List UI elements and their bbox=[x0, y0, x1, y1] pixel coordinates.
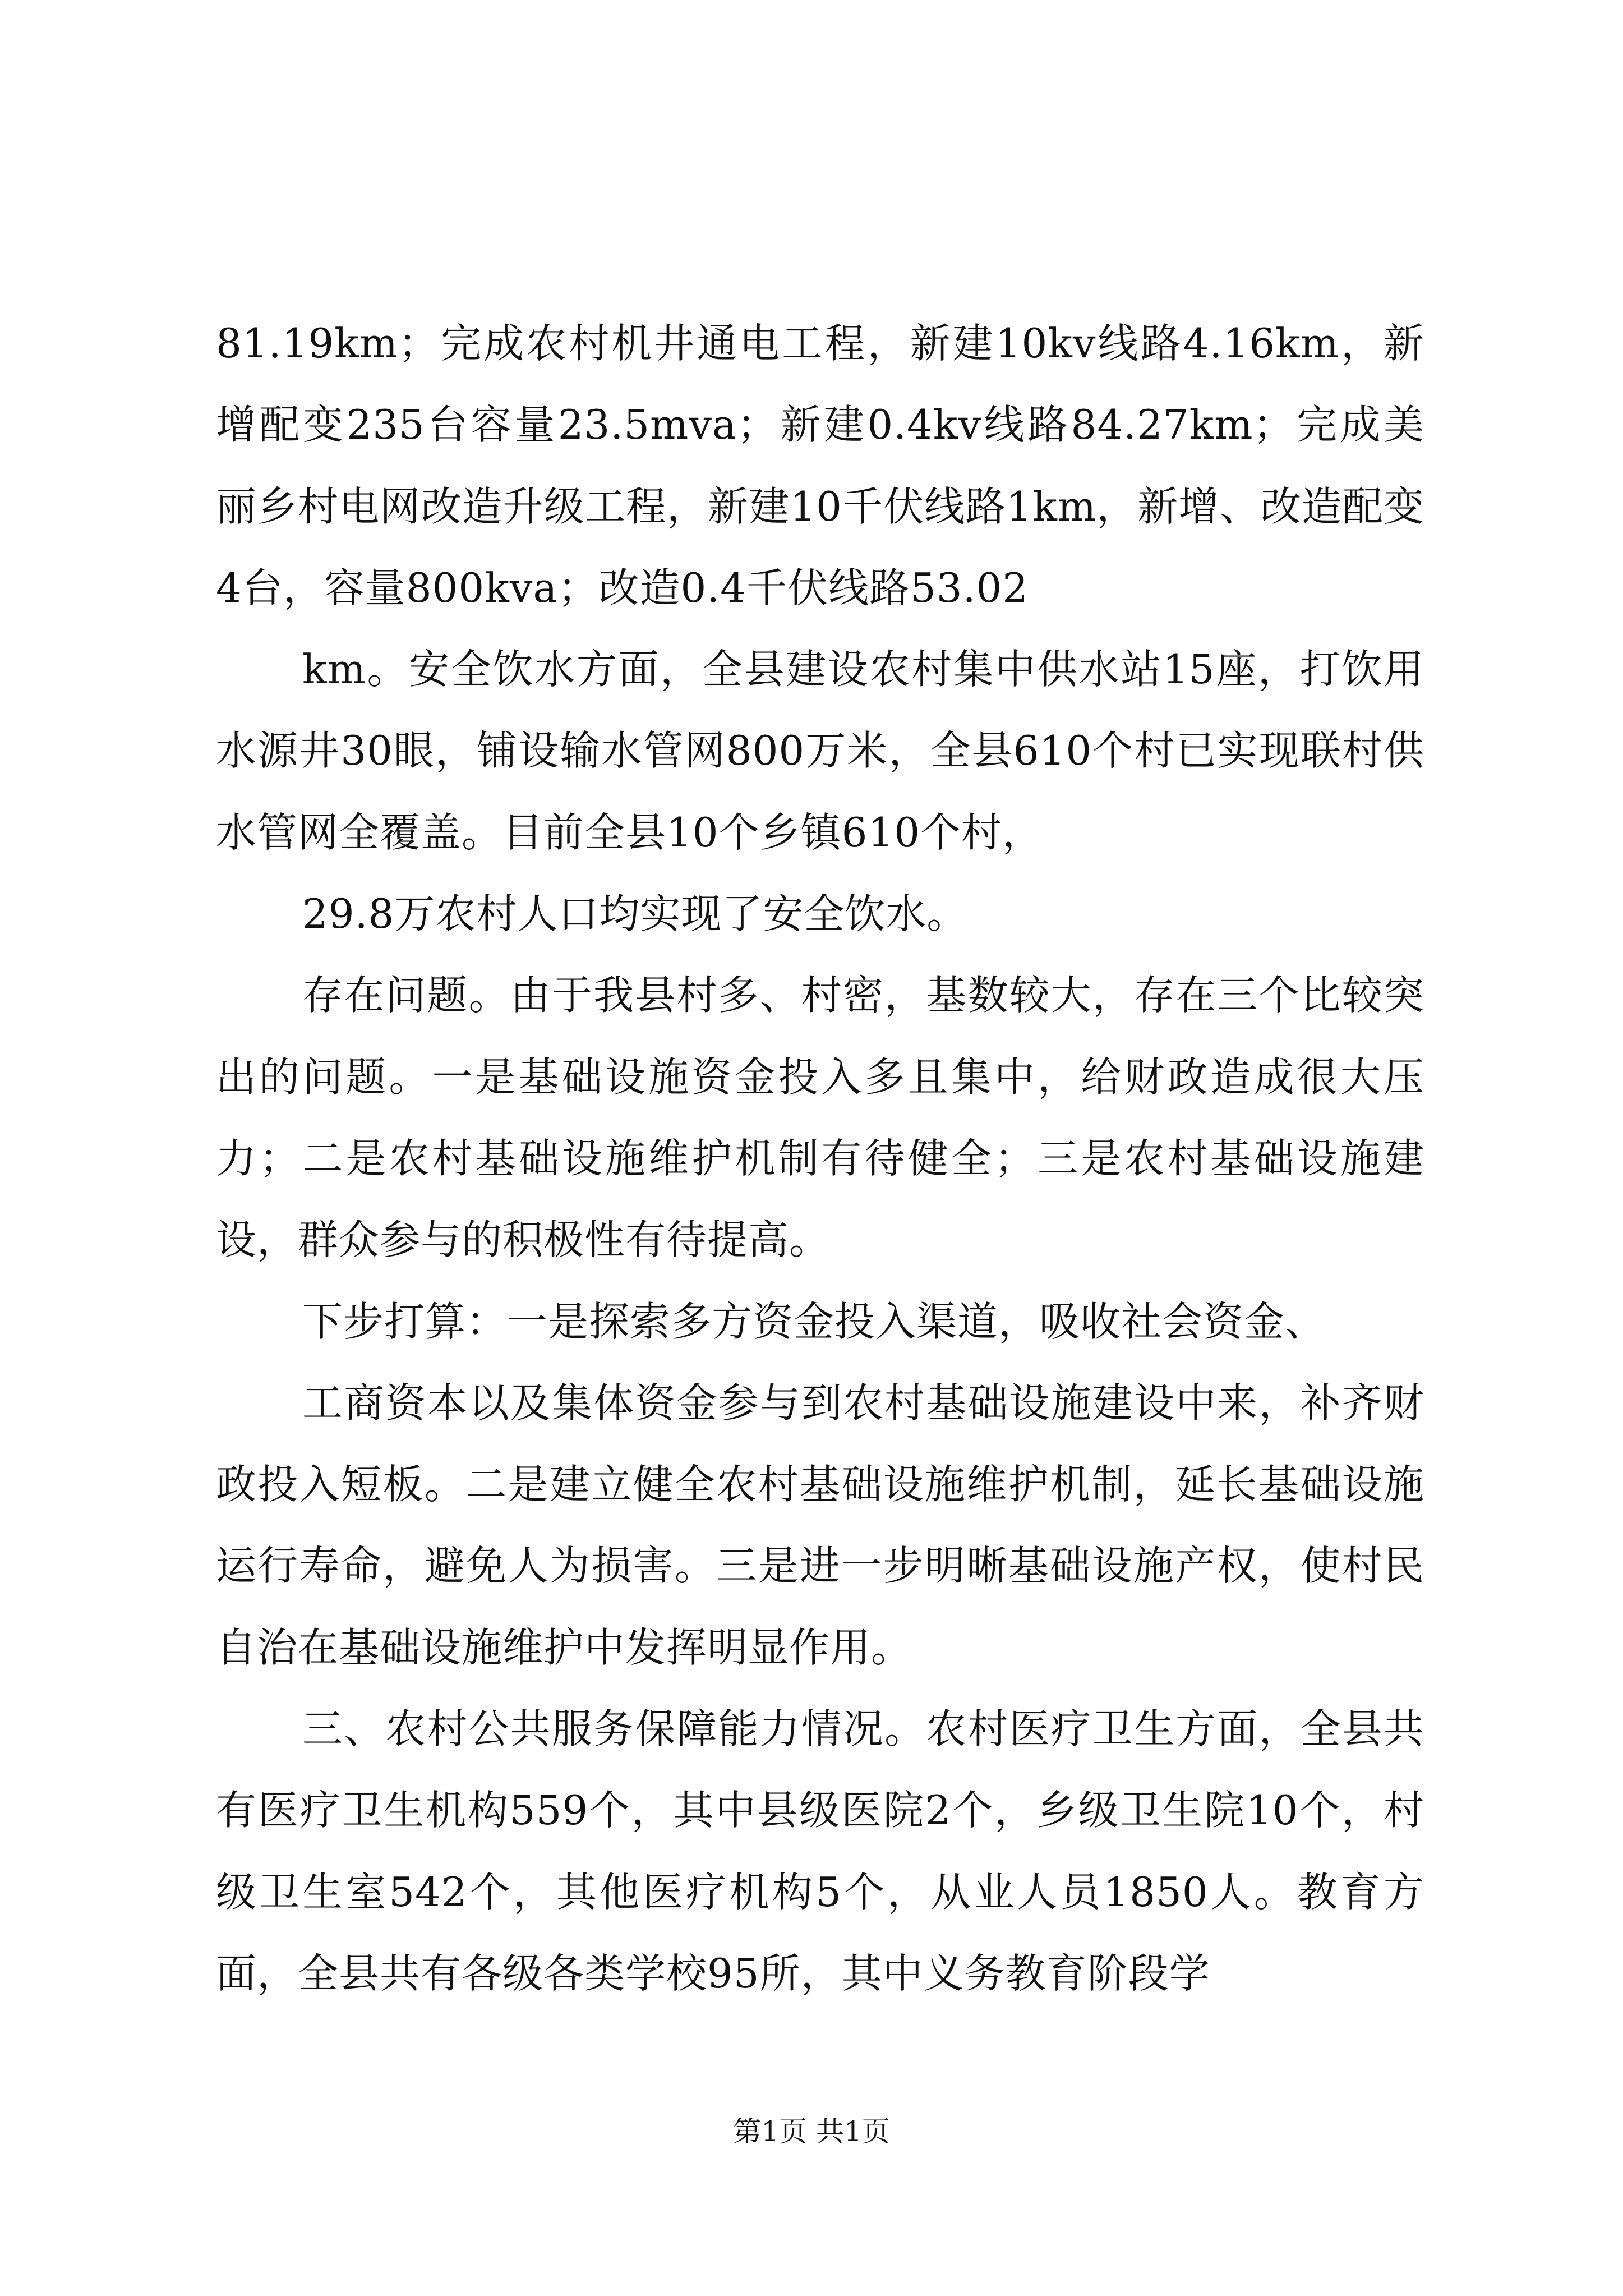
page-number-footer: 第1页 共1页 bbox=[733, 2115, 890, 2148]
document-body bbox=[216, 303, 1424, 2014]
paragraph-2: km。安全饮水方面，全县建设农村集中供水站15座，打饮用水源井30眼，铺设输水管网800万米，全县610个村已实现联村供水管网全覆盖。目前全县10个乡镇610个村， bbox=[216, 646, 1424, 856]
paragraph-3: 29.8万农村人口均实现了安全饮水。 bbox=[302, 890, 968, 938]
paragraph-4: 存在问题。由于我县村多、村密，基数较大，存在三个比较突出的问题。一是基础设施资金投入多且集中，给财政造成很大压力；二是农村基础设施维护机制有待健全；三是农村基础设施建设，群众参与的积极性有待提高。 bbox=[216, 972, 1424, 1264]
paragraph-6: 工商资本以及集体资金参与到农村基础设施建设中来，补齐财政投入短板。二是建立健全农村基础设施维护机制，延长基础设施运行寿命，避免人为损害。三是进一步明晰基础设施产权，使村民自治在基础设施维护中发挥明显作用。 bbox=[216, 1379, 1424, 1671]
paragraph-5: 下步打算：一是探索多方资金投入渠道，吸收社会资金、 bbox=[302, 1297, 1326, 1345]
paragraph-7: 三、农村公共服务保障能力情况。农村医疗卫生方面，全县共有医疗卫生机构559个，其中县级医院2个，乡级卫生院10个，村级卫生室542个，其他医疗机构5个，从业人员1850人。教育方面，全县共有各级各类学校95所，其中义务教育阶段学 bbox=[216, 1705, 1424, 1997]
paragraph-1: 81.19km；完成农村机井通电工程，新建10kv线路4.16km，新增配变235台容量23.5mva；新建0.4kv线路84.27km；完成美丽乡村电网改造升级工程，新建10千伏线路1km，新增、改造配变4台，容量800kva；改造0.4千伏线路53.02 bbox=[216, 320, 1424, 611]
